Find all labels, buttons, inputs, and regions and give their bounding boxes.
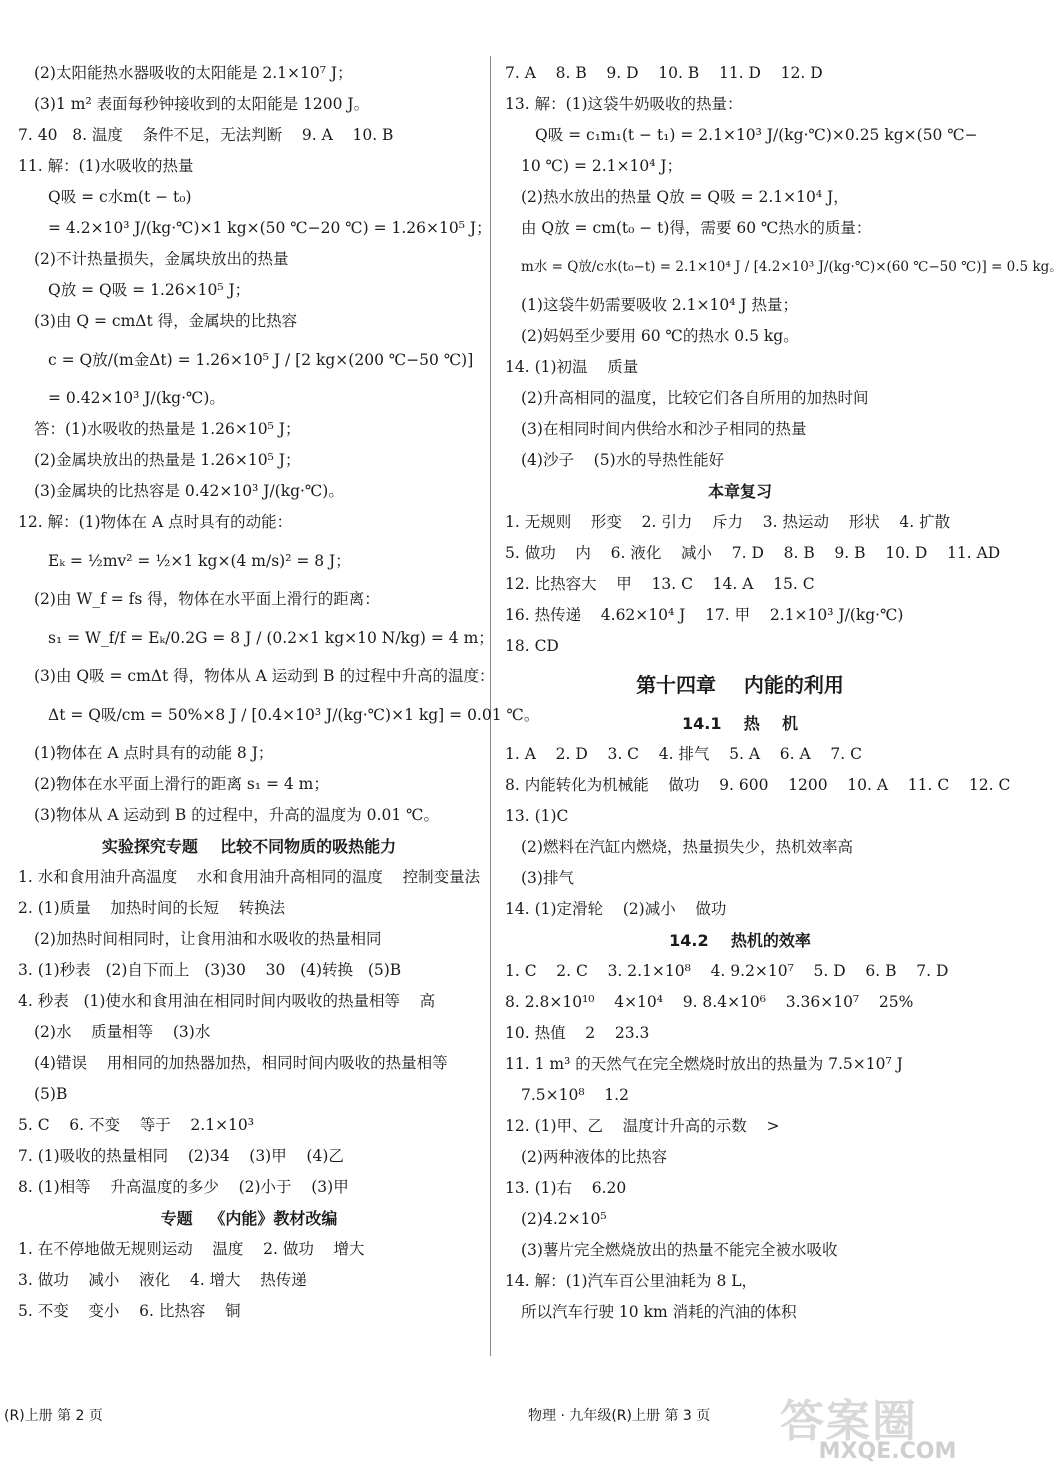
- chapter-title: 第十四章 内能的利用: [636, 673, 844, 697]
- text-line: 5. 做功 内 6. 液化 减小 7. D 8. B 9. B 10. D 11. AD: [505, 544, 1001, 562]
- formula-line: Eₖ = ½mv² = ½×1 kg×(4 m/s)² = 8 J；: [48, 552, 351, 570]
- text-line: (4)错误 用相同的加热器加热，相同时间内吸收的热量相等: [34, 1054, 448, 1072]
- section-heading: 专题 《内能》教材改编: [160, 1209, 338, 1228]
- formula-line: Q放 = Q吸 = 1.26×10⁵ J；: [48, 281, 251, 299]
- text-line: (3)排气: [521, 869, 574, 887]
- text-line: 7. A 8. B 9. D 10. B 11. D 12. D: [505, 64, 823, 82]
- text-line: 1. A 2. D 3. C 4. 排气 5. A 6. A 7. C: [505, 745, 862, 763]
- formula-line: s₁ = W_f/f = Eₖ/0.2G = 8 J / (0.2×1 kg×10 N/kg) = 4 m；: [48, 629, 494, 647]
- text-line: 8. 2.8×10¹⁰ 4×10⁴ 9. 8.4×10⁶ 3.36×10⁷ 25%: [505, 993, 914, 1011]
- text-line: 14. (1)初温 质量: [505, 358, 639, 376]
- watermark-logo: [780, 1385, 995, 1465]
- text-line: (5)B: [34, 1085, 68, 1103]
- section-heading: 14.1 热 机: [681, 714, 799, 733]
- section-heading: 14.2 热机的效率: [669, 931, 811, 950]
- text-line: 5. 不变 变小 6. 比热容 铜: [18, 1302, 241, 1320]
- right-answer-column: [505, 58, 1063, 1328]
- text-line: 1. C 2. C 3. 2.1×10⁸ 4. 9.2×10⁷ 5. D 6. B 7. D: [505, 962, 949, 980]
- formula-line: = 4.2×10³ J/(kg·℃)×1 kg×(50 ℃−20 ℃) = 1.26×10⁵ J；: [48, 219, 492, 237]
- text-line: (3)薯片完全燃烧放出的热量不能完全被水吸收: [521, 1241, 838, 1259]
- text-line: 11. 解：(1)水吸收的热量: [18, 157, 194, 175]
- text-line: 7.5×10⁸ 1.2: [521, 1086, 629, 1104]
- text-line: 1. 在不停地做无规则运动 温度 2. 做功 增大: [18, 1240, 365, 1258]
- text-line: 7. (1)吸收的热量相同 (2)34 (3)甲 (4)乙: [18, 1147, 344, 1165]
- text-line: 12. (1)甲、乙 温度计升高的示数 >: [505, 1117, 780, 1135]
- text-line: 8. (1)相等 升高温度的多少 (2)小于 (3)甲: [18, 1178, 349, 1196]
- text-line: (2)由 W_f = fs 得，物体在水平面上滑行的距离：: [34, 590, 380, 608]
- text-line: (3)1 m² 表面每秒钟接收到的太阳能是 1200 J。: [34, 95, 370, 113]
- watermark-site: MXQE.COM: [818, 1439, 957, 1464]
- text-line: (2)不计热量损失，金属块放出的热量: [34, 250, 289, 268]
- footer-left-page: (R)上册 第 2 页: [4, 1408, 103, 1424]
- text-line: 4. 秒表 (1)使水和食用油在相同时间内吸收的热量相等 高: [18, 992, 436, 1010]
- formula-line: c = Q放/(m金Δt) = 1.26×10⁵ J / [2 kg×(200 ℃−50 ℃)]: [48, 351, 474, 369]
- text-line: 11. 1 m³ 的天然气在完全燃烧时放出的热量为 7.5×10⁷ J: [505, 1055, 903, 1073]
- text-line: 13. 解：(1)这袋牛奶吸收的热量：: [505, 95, 743, 113]
- text-line: (3)物体从 A 运动到 B 的过程中，升高的温度为 0.01 ℃。: [34, 806, 439, 824]
- text-line: (2)金属块放出的热量是 1.26×10⁵ J；: [34, 451, 301, 469]
- text-line: 答：(1)水吸收的热量是 1.26×10⁵ J；: [34, 420, 301, 438]
- text-line: 2. (1)质量 加热时间的长短 转换法: [18, 899, 286, 917]
- text-line: (2)水 质量相等 (3)水: [34, 1023, 211, 1041]
- formula-line: m水 = Q放/c水(t₀−t) = 2.1×10⁴ J / [4.2×10³ J/(kg·℃)×(60 ℃−50 ℃)] = 0.5 kg。: [521, 259, 1063, 275]
- text-line: 10. 热值 2 23.3: [505, 1024, 650, 1042]
- text-line: 1. 无规则 形变 2. 引力 斥力 3. 热运动 形状 4. 扩散: [505, 513, 951, 531]
- text-line: (3)在相同时间内供给水和沙子相同的热量: [521, 420, 807, 438]
- text-line: 18. CD: [505, 637, 559, 655]
- formula-line: Q吸 = c₁m₁(t − t₁) = 2.1×10³ J/(kg·℃)×0.25 kg×(50 ℃−: [535, 126, 978, 144]
- text-line: 3. 做功 减小 液化 4. 增大 热传递: [18, 1271, 307, 1289]
- watermark-mark: 答案圈: [780, 1396, 918, 1447]
- text-line: 1. 水和食用油升高温度 水和食用油升高相同的温度 控制变量法: [18, 868, 481, 886]
- text-line: (2)太阳能热水器吸收的太阳能是 2.1×10⁷ J；: [34, 64, 353, 82]
- text-line: (4)沙子 (5)水的导热性能好: [521, 451, 725, 469]
- text-line: 由 Q放 = cm(t₀ − t)得，需要 60 ℃热水的质量：: [521, 219, 872, 237]
- formula-line: Δt = Q吸/cm = 50%×8 J / [0.4×10³ J/(kg·℃)×1 kg] = 0.01 ℃。: [48, 706, 540, 724]
- text-line: (3)金属块的比热容是 0.42×10³ J/(kg·℃)。: [34, 482, 344, 500]
- formula-line: Q吸 = c水m(t − t₀): [48, 188, 192, 206]
- text-line: (2)妈妈至少要用 60 ℃的热水 0.5 kg。: [521, 327, 799, 345]
- text-line: 5. C 6. 不变 等于 2.1×10³: [18, 1116, 254, 1134]
- text-line: 16. 热传递 4.62×10⁴ J 17. 甲 2.1×10³ J/(kg·℃): [505, 606, 904, 624]
- text-line: 7. 40 8. 温度 条件不足，无法判断 9. A 10. B: [18, 126, 394, 144]
- text-line: 所以汽车行驶 10 km 消耗的汽油的体积: [521, 1303, 797, 1321]
- text-line: 13. (1)右 6.20: [505, 1179, 627, 1197]
- text-line: (2)热水放出的热量 Q放 = Q吸 = 2.1×10⁴ J，: [521, 188, 849, 206]
- text-line: (2)升高相同的温度，比较它们各自所用的加热时间: [521, 389, 869, 407]
- text-line: (3)由 Q = cmΔt 得，金属块的比热容: [34, 312, 298, 330]
- formula-line: 10 ℃) = 2.1×10⁴ J；: [521, 157, 683, 175]
- text-line: (1)物体在 A 点时具有的动能 8 J；: [34, 744, 274, 762]
- text-line: (2)两种液体的比热容: [521, 1148, 667, 1166]
- text-line: 3. (1)秒表 (2)自下而上 (3)30 30 (4)转换 (5)B: [18, 961, 402, 979]
- formula-line: = 0.42×10³ J/(kg·℃)。: [48, 389, 225, 407]
- text-line: (2)燃料在汽缸内燃烧，热量损失少，热机效率高: [521, 838, 853, 856]
- text-line: (3)由 Q吸 = cmΔt 得，物体从 A 运动到 B 的过程中升高的温度：: [34, 667, 495, 685]
- text-line: (2)物体在水平面上滑行的距离 s₁ = 4 m；: [34, 775, 329, 793]
- section-heading: 实验探究专题 比较不同物质的吸热能力: [101, 837, 397, 856]
- footer-right-page: 物理 · 九年级(R)上册 第 3 页: [528, 1408, 711, 1424]
- text-line: 14. 解：(1)汽车百公里油耗为 8 L，: [505, 1272, 758, 1290]
- text-line: 14. (1)定滑轮 (2)减小 做功: [505, 900, 727, 918]
- text-line: (2)4.2×10⁵: [521, 1210, 607, 1228]
- section-heading: 本章复习: [707, 482, 772, 501]
- text-line: (1)这袋牛奶需要吸收 2.1×10⁴ J 热量；: [521, 296, 799, 314]
- text-line: 12. 比热容大 甲 13. C 14. A 15. C: [505, 575, 815, 593]
- text-line: 12. 解：(1)物体在 A 点时具有的动能：: [18, 513, 293, 531]
- text-line: 8. 内能转化为机械能 做功 9. 600 1200 10. A 11. C 12. C: [505, 776, 1011, 794]
- text-line: (2)加热时间相同时，让食用油和水吸收的热量相同: [34, 930, 382, 948]
- text-line: 13. (1)C: [505, 807, 569, 825]
